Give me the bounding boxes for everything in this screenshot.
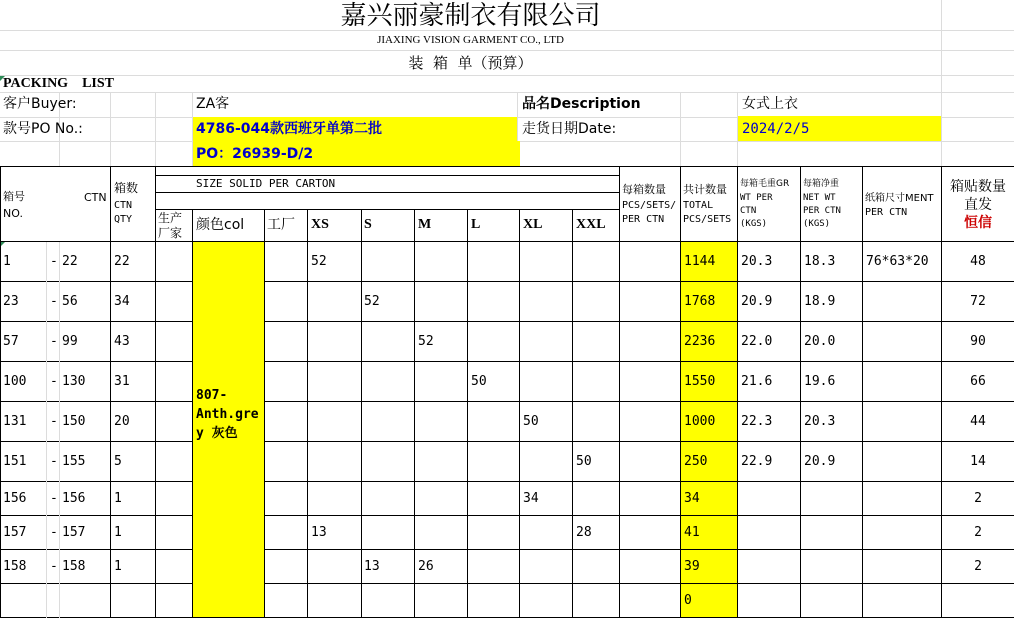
color-value-line-3: y 灰色	[196, 426, 238, 441]
cell-from: 1	[3, 254, 11, 269]
cell-xs: 52	[311, 254, 327, 269]
cell-s: 52	[364, 294, 380, 309]
cell-dash: -	[50, 491, 58, 506]
per-box-header-cn: 每箱数量	[622, 183, 666, 196]
cell-from: 156	[3, 491, 27, 506]
cell-qty: 34	[114, 294, 130, 309]
box-no-header: 箱号	[3, 190, 25, 203]
net-weight-header-cn: 每箱净重	[803, 179, 840, 189]
size-xs-header: XS	[311, 217, 329, 232]
date-value: 2024/2/5	[742, 121, 810, 137]
cell-total: 34	[684, 491, 700, 506]
size-xl-header: XL	[523, 217, 543, 232]
cell-labels: 14	[970, 454, 986, 469]
cell-dash: -	[50, 414, 58, 429]
packing-list-title: PACKING LIST	[3, 76, 114, 91]
cell-total: 2236	[684, 334, 716, 349]
cell-from: 100	[3, 374, 27, 389]
net-weight-header-3: (KGS)	[803, 219, 831, 229]
cell-xxl: 50	[576, 454, 592, 469]
cell-gw: 20.3	[741, 254, 773, 269]
cell-to: 56	[62, 294, 78, 309]
factory-col-header: 工厂	[267, 217, 295, 233]
size-xxl-header: XXL	[576, 217, 606, 232]
cell-dash: -	[50, 254, 58, 269]
cell-qty: 20	[114, 414, 130, 429]
cell-qty: 1	[114, 559, 122, 574]
cell-qty: 22	[114, 254, 130, 269]
company-name-cn: 嘉兴丽豪制衣有限公司	[340, 1, 601, 30]
cell-to: 156	[62, 491, 86, 506]
cell-qty: 1	[114, 525, 122, 540]
cell-dash: -	[50, 559, 58, 574]
color-value-line-1: 807-	[196, 388, 228, 403]
cell-to: 155	[62, 454, 86, 469]
gross-weight-header-3: (KGS)	[740, 219, 768, 229]
cell-total: 0	[684, 593, 692, 608]
date-label: 走货日期Date:	[522, 121, 617, 137]
per-box-header-1: PCS/SETS/	[622, 200, 677, 211]
cell-from: 157	[3, 525, 27, 540]
cell-gw: 22.0	[741, 334, 773, 349]
cell-gw: 21.6	[741, 374, 773, 389]
total-header-1: TOTAL	[683, 200, 714, 211]
cell-qty: 1	[114, 491, 122, 506]
cell-l: 50	[471, 374, 487, 389]
gross-weight-header-1: WT PER	[740, 193, 773, 203]
cell-total: 1000	[684, 414, 716, 429]
cell-to: 150	[62, 414, 86, 429]
cell-nw: 18.3	[804, 254, 836, 269]
cell-total: 250	[684, 454, 708, 469]
cell-total: 1768	[684, 294, 716, 309]
cell-labels: 2	[974, 559, 982, 574]
label-count-header-3: 恒信	[964, 215, 992, 231]
size-l-header: L	[471, 217, 481, 232]
cell-qty: 5	[114, 454, 122, 469]
box-no-en-header: NO.	[3, 207, 23, 220]
ctn-qty-header-cn: 箱数	[114, 181, 139, 195]
cell-xs: 13	[311, 525, 327, 540]
per-box-header-2: PER CTN	[622, 214, 665, 225]
style-value: 4786-044款西班牙单第二批	[196, 121, 382, 137]
cell-labels: 66	[970, 374, 986, 389]
cell-to: 99	[62, 334, 78, 349]
ctn-qty-header-2: QTY	[114, 214, 133, 225]
cell-to: 22	[62, 254, 78, 269]
cell-labels: 2	[974, 525, 982, 540]
cell-total: 41	[684, 525, 700, 540]
gross-weight-header-cn: 每箱毛重GR	[740, 179, 790, 189]
cell-dash: -	[50, 454, 58, 469]
size-m-header: M	[418, 217, 432, 232]
cell-from: 57	[3, 334, 19, 349]
cell-nw: 20.9	[804, 454, 836, 469]
buyer-value: ZA客	[196, 96, 230, 112]
cell-xl: 34	[523, 491, 539, 506]
cell-gw: 22.9	[741, 454, 773, 469]
cell-total: 1550	[684, 374, 716, 389]
description-value: 女式上衣	[742, 96, 798, 112]
total-header-2: PCS/SETS	[683, 214, 732, 225]
cell-total: 1144	[684, 254, 716, 269]
cell-labels: 2	[974, 491, 982, 506]
cell-from: 151	[3, 454, 27, 469]
cell-m: 52	[418, 334, 434, 349]
cell-qty: 43	[114, 334, 130, 349]
cell-total: 39	[684, 559, 700, 574]
measurement-header-cn: 纸箱尺寸MENT	[865, 193, 934, 204]
total-header-cn: 共计数量	[683, 183, 727, 196]
cell-labels: 44	[970, 414, 986, 429]
cell-to: 157	[62, 525, 86, 540]
ctn-header: CTN	[84, 191, 107, 204]
size-solid-header: SIZE SOLID PER CARTON	[196, 177, 336, 190]
cell-xxl: 28	[576, 525, 592, 540]
cell-gw: 20.9	[741, 294, 773, 309]
document-title: 装 箱 单（预算）	[408, 54, 533, 72]
cell-nw: 19.6	[804, 374, 836, 389]
size-s-header: S	[364, 217, 372, 232]
net-weight-header-2: PER CTN	[803, 206, 841, 216]
ctn-qty-header-1: CTN	[114, 200, 133, 211]
cell-from: 23	[3, 294, 19, 309]
color-value-line-2: Anth.gre	[196, 407, 259, 422]
cell-nw: 18.9	[804, 294, 836, 309]
cell-dash: -	[50, 525, 58, 540]
cell-labels: 48	[970, 254, 986, 269]
cell-gw: 22.3	[741, 414, 773, 429]
cell-labels: 90	[970, 334, 986, 349]
cell-nw: 20.3	[804, 414, 836, 429]
cell-to: 130	[62, 374, 86, 389]
po-value: PO：26939-D/2	[196, 146, 314, 162]
description-label: 品名Description	[522, 96, 641, 112]
cell-nw: 20.0	[804, 334, 836, 349]
company-name-en: JIAXING VISION GARMENT CO., LTD	[377, 34, 564, 46]
label-count-header-2: 直发	[964, 197, 992, 213]
factory-header-1: 生产	[158, 211, 183, 225]
label-count-header-1: 箱贴数量	[950, 179, 1006, 195]
cell-m: 26	[418, 559, 434, 574]
cell-to: 158	[62, 559, 86, 574]
cell-from: 158	[3, 559, 27, 574]
factory-header-2: 厂家	[158, 226, 183, 240]
cell-dash: -	[50, 334, 58, 349]
style-label: 款号PO No.:	[3, 121, 83, 137]
cell-from: 131	[3, 414, 27, 429]
cell-xl: 50	[523, 414, 539, 429]
net-weight-header-1: NET WT	[803, 193, 836, 203]
gross-weight-header-2: CTN	[740, 206, 757, 216]
buyer-label: 客户Buyer:	[3, 96, 77, 112]
cell-labels	[942, 584, 1014, 617]
cell-dash: -	[50, 374, 58, 389]
cell-qty: 31	[114, 374, 130, 389]
color-header: 颜色col	[196, 217, 245, 233]
cell-s: 13	[364, 559, 380, 574]
cell-dash: -	[50, 294, 58, 309]
measurement-header-1: PER CTN	[865, 207, 908, 218]
cell-meas: 76*63*20	[866, 254, 929, 269]
cell-labels: 72	[970, 294, 986, 309]
